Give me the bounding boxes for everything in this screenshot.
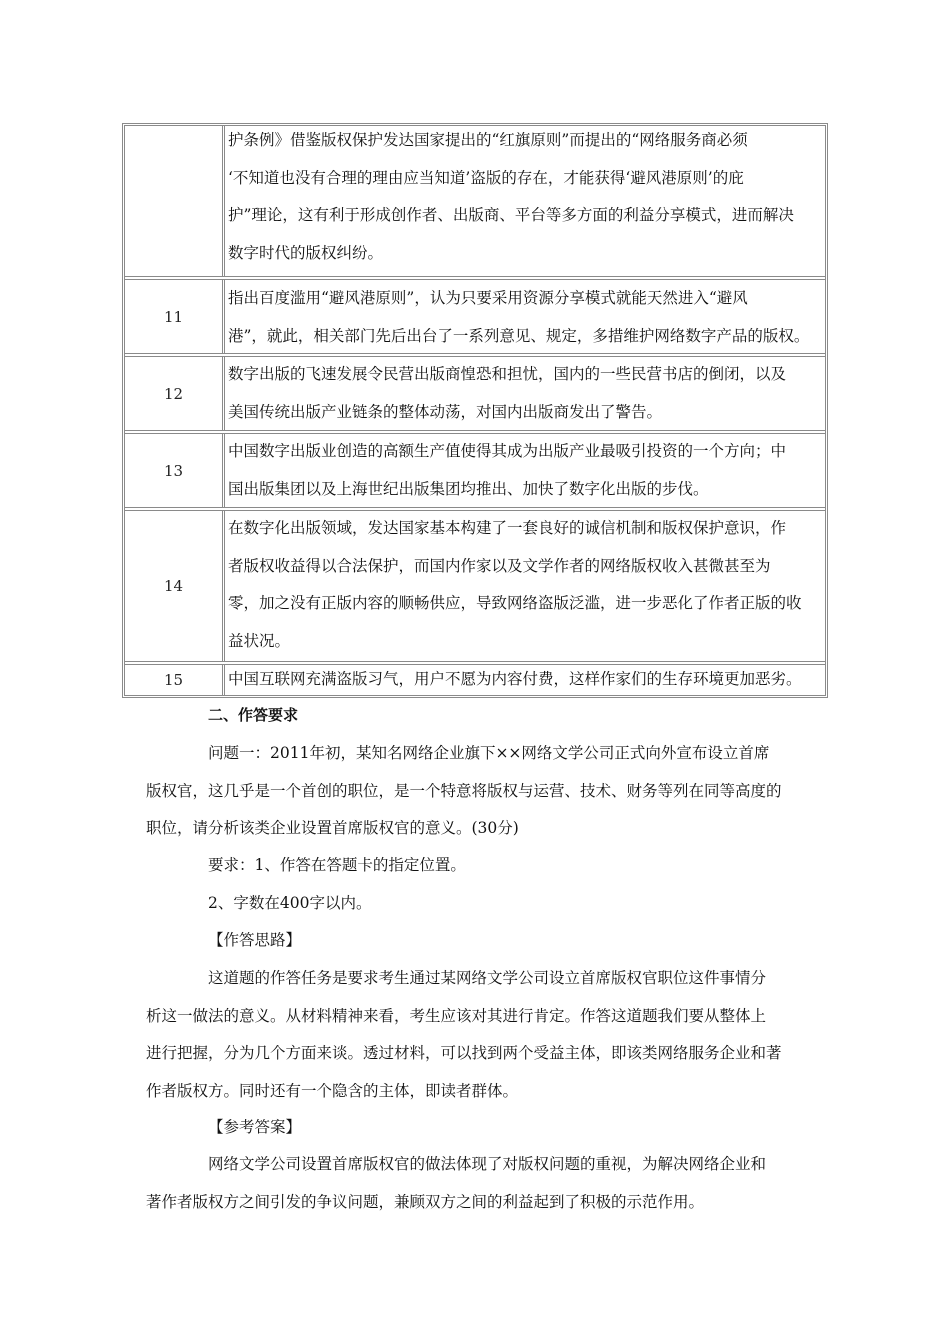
table-row bbox=[125, 434, 825, 507]
row-number: 12 bbox=[163, 384, 184, 403]
table-row bbox=[125, 511, 825, 661]
row-text: 中国互联网充满盗版习气，用户不愿为内容付费，这样作家们的生存环境更加恶劣。 bbox=[228, 670, 802, 688]
row-text: 指出百度滥用“避风港原则”，认为只要采用资源分享模式就能天然进入“避风 港”，就此，相关部门先后出台了一系列意见、规定，多措维护网络数字产品的版权。 bbox=[228, 289, 810, 345]
thinking-label: 【作答思路】 bbox=[208, 931, 302, 949]
requirement-1: 要求：1、作答在答题卡的指定位置。 bbox=[208, 856, 466, 874]
column-divider bbox=[222, 126, 225, 276]
column-divider bbox=[222, 665, 225, 695]
row-number: 15 bbox=[163, 671, 184, 689]
table-row bbox=[125, 280, 825, 353]
table-row bbox=[125, 126, 825, 276]
column-divider bbox=[222, 511, 225, 661]
thinking-paragraph: 这道题的作答任务是要求考生通过某网络文学公司设立首席版权官职位这件事情分 析这一做法的意义。从材料精神来看，考生应该对其进行肯定。作答这道题我们要从整体上 进行把握，分为几个方面来谈。透过材料，可以找到两个受益主体，即该类网络服务企业和著 作者版权方。同时还有一个隐含的主体，即读者群体。 bbox=[146, 969, 782, 1100]
row-text: 护条例》借鉴版权保护发达国家提出的“红旗原则”而提出的“网络服务商必须 ‘不知道也没有合理的理由应当知道’盗版的存在，才能获得‘避风港原则’的庇 护”理论，这有利于形成创作者、出版商、平台等多方面的利益分享模式，进而解决 数字时代的版权纠纷。 bbox=[228, 131, 794, 262]
answer-paragraph: 网络文学公司设置首席版权官的做法体现了对版权问题的重视，为解决网络企业和 著作者版权方之间引发的争议问题，兼顾双方之间的利益起到了积极的示范作用。 bbox=[146, 1155, 767, 1211]
row-text: 中国数字出版业创造的高额生产值使得其成为出版产业最吸引投资的一个方向；中 国出版集团以及上海世纪出版集团均推出、加快了数字化出版的步伐。 bbox=[228, 442, 787, 498]
row-number bbox=[125, 126, 222, 276]
column-divider bbox=[222, 280, 225, 353]
row-number: 13 bbox=[163, 461, 184, 480]
section-heading: 二、作答要求 bbox=[208, 706, 299, 724]
column-divider bbox=[222, 357, 225, 430]
row-number: 11 bbox=[163, 307, 184, 326]
answer-label: 【参考答案】 bbox=[208, 1118, 302, 1136]
row-text: 在数字化出版领域，发达国家基本构建了一套良好的诚信机制和版权保护意识，作 者版权收益得以合法保护，而国内作家以及文学作者的网络版权收入甚微甚至为 零，加之没有正版内容的顺畅供应，导致网络盗版泛滥，进一步恶化了作者正版的收 益状况。 bbox=[228, 519, 802, 650]
material-table bbox=[122, 123, 828, 698]
requirement-2: 2、字数在400字以内。 bbox=[208, 894, 372, 912]
table-row bbox=[125, 665, 825, 695]
row-text: 数字出版的飞速发展令民营出版商惶恐和担忧，国内的一些民营书店的倒闭，以及 美国传统出版产业链条的整体动荡，对国内出版商发出了警告。 bbox=[228, 365, 787, 421]
question-paragraph: 问题一：2011年初，某知名网络企业旗下××网络文学公司正式向外宣布设立首席 版权官，这几乎是一个首创的职位，是一个特意将版权与运营、技术、财务等列在同等高度的 职位，请分析该类企业设置首席版权官的意义。(30分) bbox=[146, 744, 782, 837]
column-divider bbox=[222, 434, 225, 507]
row-number: 14 bbox=[163, 577, 184, 595]
table-row bbox=[125, 357, 825, 430]
